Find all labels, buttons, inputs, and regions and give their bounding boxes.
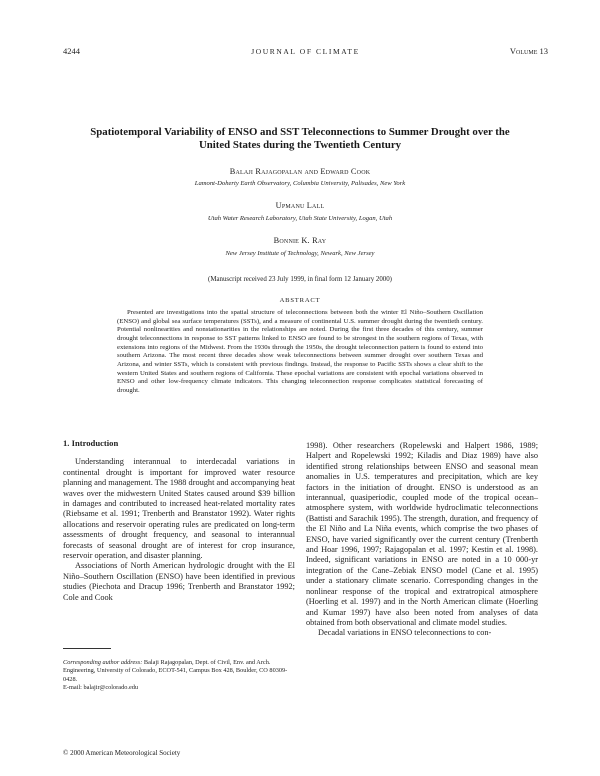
footnote-divider <box>63 648 111 649</box>
volume-number: Volume 13 <box>509 46 548 56</box>
footnote-text: Balaji Rajagopalan, Dept. of Civil, Env. and Arch. Engineering, University of Colorado, ECOT-541, Campus Box 428, Boulder, CO 80309-0428. <box>63 659 288 683</box>
body-paragraph: 1998). Other researchers (Ropelewski and Halpert 1986, 1989; Halpert and Ropelewski 1992; Kiladis and Diaz 1989) have also identified strong relationships between ENSO and seasonal mean anomalies in U.S. temperatures and precipitation, which are key factors in the initiation of drought. ENSO is understood as an interannual, quasiperiodic, coupled mode of the tropical ocean–atmosphere system, with worldwide hydroclimatic teleconnections (Battisti and Sarachik 1995). The strength, duration, and frequency of the El Niño and La Niña events, which comprise the two phases of ENSO, have varied significantly over the current century (Trenberth and Hoar 1996, 1997; Rajagopalan et al. 1997; Kestin et al. 1998). Indeed, significant variations in ENSO are noted in a 10 000-yr integration of the Cane–Zebiak ENSO model (Cane et al. 1995) under a stationary climate scenario. Corresponding changes in the nonlinear response of the tropical and extratropical atmosphere (Hoerling et al. 1997) and in the North American climate (Hoerling and Kumar 1997) have also been noted from analyses of data obtained from both observational and climate model studies. <box>306 441 538 627</box>
body-paragraph: Decadal variations in ENSO teleconnections to con- <box>318 628 492 638</box>
manuscript-dates: (Manuscript received 23 July 1999, in final form 12 January 2000) <box>208 276 392 283</box>
copyright-notice: © 2000 American Meteorological Society <box>63 749 181 757</box>
footnote-email: E-mail: balajir@colorado.edu <box>63 684 139 692</box>
footnote <box>63 659 295 693</box>
author-group-2: Upmanu Lall <box>275 201 325 210</box>
abstract-text: Presented are investigations into the spatial structure of teleconnections between both the winter El Niño–Southern Oscillation (ENSO) and global sea surface temperatures (SSTs), and a measure of continental U.S. summer drought during the twentieth century. Potential nonlinearities and nonstationarities in the relationships are noted. During the first three decades of this century, summer drought teleconnections in response to SST patterns linked to ENSO are found to be strongest in the southern regions of Texas, with extensions into regions of the Midwest. From the 1930s through the 1950s, the drought teleconnection pattern is found to extend into southern Arizona. The most recent three decades show weak teleconnections between summer drought over southern Texas and Arizona, and winter SSTs, which is consistent with previous findings. Instead, the response to Pacific SSTs shows a clear shift to the western United States and southern regions of California. These epochal variations are consistent with epochal variations observed in ENSO and other low-frequency climate indicators. This changing teleconnection response complicates statistical forecasting of drought. <box>117 309 483 394</box>
affiliation-2: Utah Water Research Laboratory, Utah State University, Logan, Utah <box>207 215 393 222</box>
journal-name: JOURNAL OF CLIMATE <box>251 47 360 56</box>
right-column <box>306 441 538 639</box>
abstract-heading: ABSTRACT <box>279 297 321 304</box>
section-heading: 1. Introduction <box>63 438 119 448</box>
affiliation-3: New Jersey Institute of Technology, Newark, New Jersey <box>225 250 375 257</box>
author-group-3: Bonnie K. Ray <box>273 236 327 245</box>
affiliation-1: Lamont-Doherty Earth Observatory, Columbia University, Palisades, New York <box>194 180 406 187</box>
footnote-label: Corresponding author address: <box>63 659 143 666</box>
body-paragraph: Understanding interannual to interdecadal variations in continental drought is important for improved water resource planning and management. The 1988 drought and accompanying heat waves over the midwestern United States caused around $39 billion in damages and contributed to increased heat-related mortality rates (Riebsame et al. 1991; Trenberth and Branstator 1992). Water rights allocations and reservoir operating rules are predicated on long-term assessments of drought frequency, and seasonal to interannual forecasts of seasonal drought are of interest for crop insurance, reservoir operation, and disaster planning. <box>63 457 295 561</box>
body-paragraph: Associations of North American hydrologic drought with the El Niño–Southern Oscillation (ENSO) have been identified in previous studies (Piechota and Dracup 1996; Trenberth and Branstator 1992; Cole and Cook <box>63 561 295 602</box>
left-column <box>63 438 295 603</box>
author-group-1: Balaji Rajagopalan and Edward Cook <box>229 167 371 176</box>
paper-title: Spatiotemporal Variability of ENSO and SST Teleconnections to Summer Drought over the United States during the Twentieth Century <box>90 126 510 151</box>
page-number: 4244 <box>63 46 80 56</box>
